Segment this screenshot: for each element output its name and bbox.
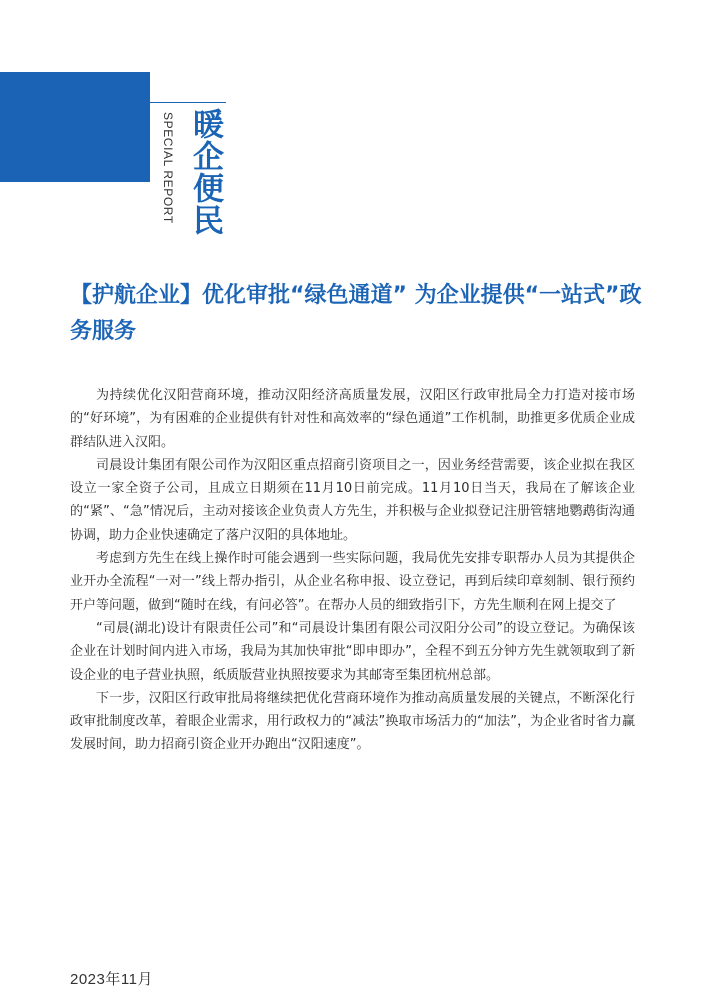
section-title: 暖企便民 [187,108,223,236]
header-color-block [0,72,150,182]
article-paragraph: 下一步，汉阳区行政审批局将继续把优化营商环境作为推动高质量发展的关键点，不断深化行政审批制度改革，着眼企业需求，用行政权力的“减法”换取市场活力的“加法”，为企业省时省力赢发展时间，助力招商引资企业开办跑出“汉阳速度”。 [70,690,635,753]
article-paragraph: 为持续优化汉阳营商环境，推动汉阳经济高质量发展，汉阳区行政审批局全力打造对接市场的“好环境”，为有困难的企业提供有针对性和高效率的“绿色通道”工作机制，助推更多优质企业成群结队进入汉阳。 [70,388,635,450]
header-divider [150,102,226,103]
article-paragraph: 考虑到方先生在线上操作时可能会遇到一些实际问题，我局优先安排专职帮办人员为其提供企业开办全流程“一对一”线上帮办指引，从企业名称申报、设立登记，再到后续印章刻制、银行预约开户等问题，做到“随时在线，有问必答”。在帮办人员的细致指引下，方先生顺利在网上提交了 [70,551,635,613]
article-title: 【护航企业】优化审批“绿色通道” 为企业提供“一站式”政务服务 [70,283,642,344]
article-paragraph: “司晨(湖北)设计有限责任公司”和“司晨设计集团有限公司汉阳分公司”的设立登记。为确保该企业在计划时间内进入市场，我局为其加快审批“即申即办”，全程不到五分钟方先生就领取到了新设企业的电子营业执照，纸质版营业执照按要求为其邮寄至集团杭州总部。 [70,620,635,683]
section-subtitle: SPECIAL REPORT [161,112,175,224]
article-paragraph: 司晨设计集团有限公司作为汉阳区重点招商引资项目之一，因业务经营需要，该企业拟在我区设立一家全资子公司，且成立日期须在11月10日前完成。11月10日当天，我局在了解该企业的“紧”、“急”情况后，主动对接该企业负责人方先生，并积极与企业拟登记注册管辖地鹦鹉街沟通协调，助力企业快速确定了落户汉阳的具体地址。 [70,457,635,543]
publish-date: 2023年11月 [70,971,153,988]
article-body [70,384,635,757]
